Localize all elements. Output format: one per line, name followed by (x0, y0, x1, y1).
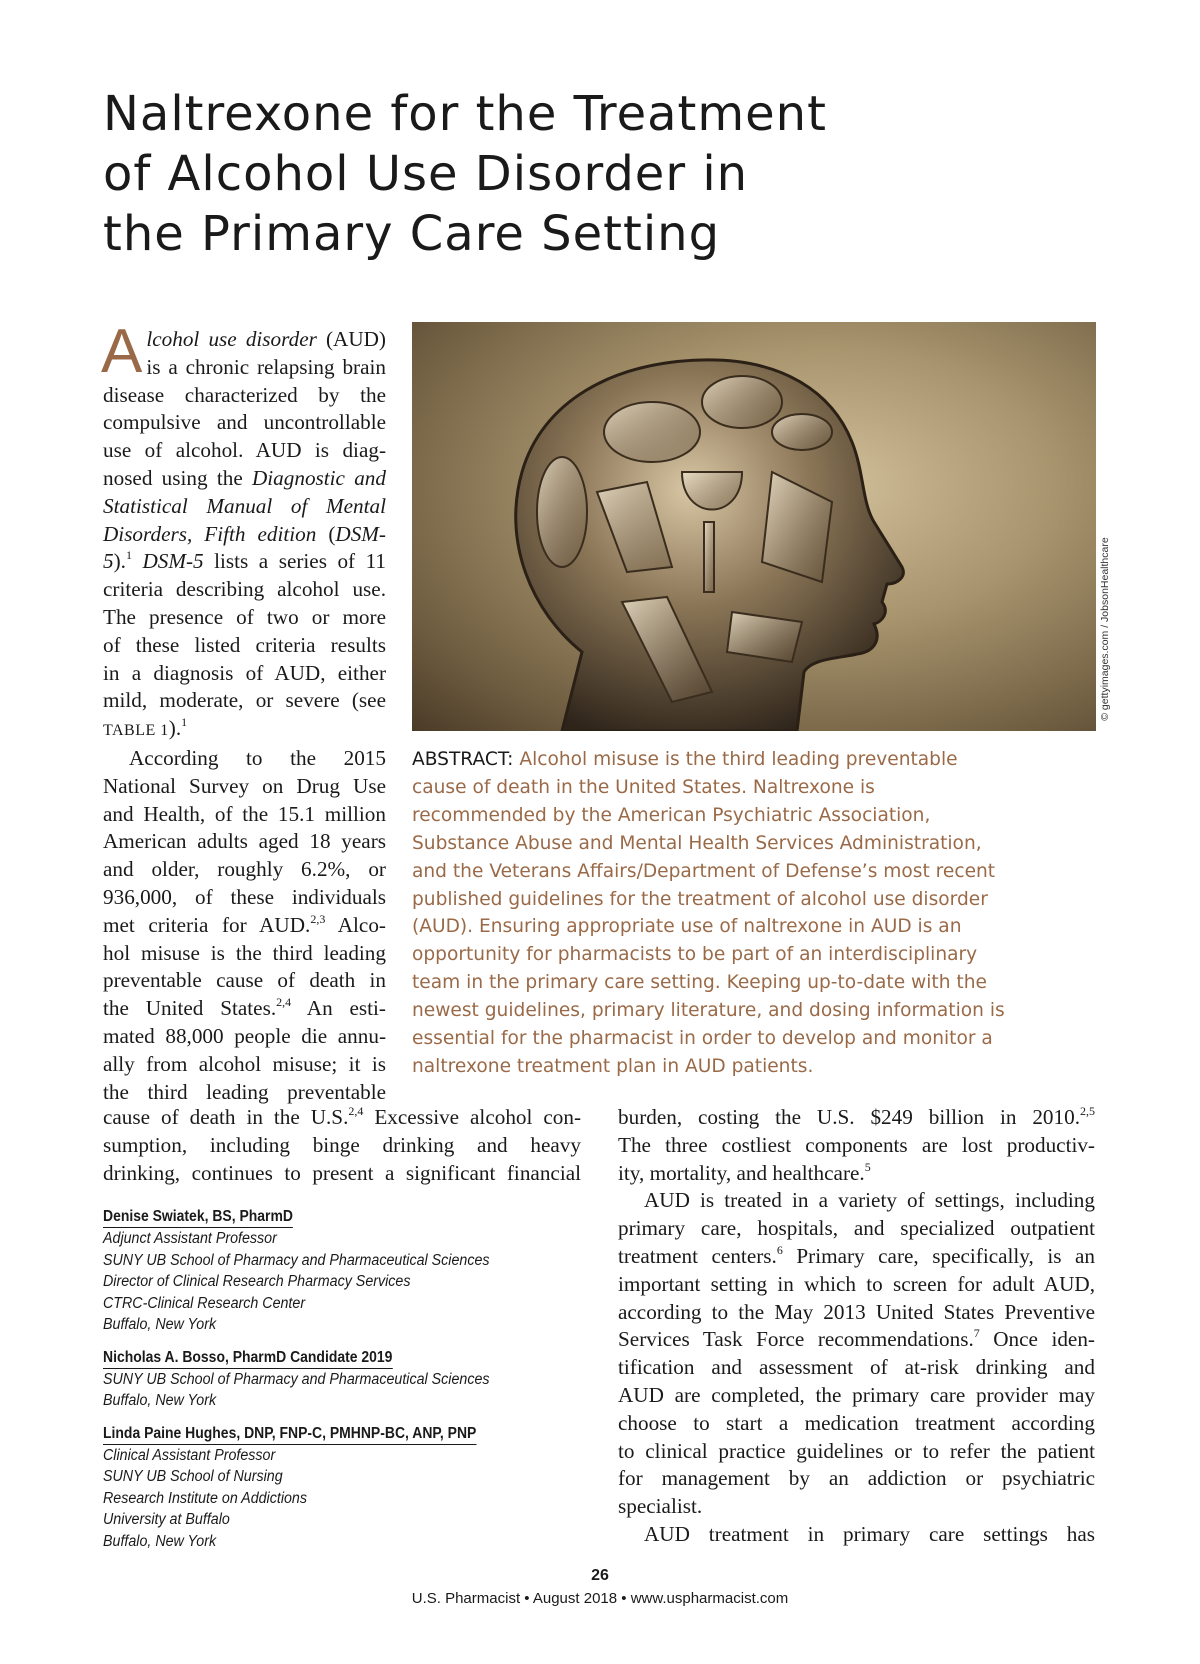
author-affiliation: Buffalo, New York (103, 1532, 217, 1550)
body-line: mild, moderate, or severe (see (103, 688, 386, 713)
body-line: cause of death in the U.S.$^{2,4}$ Excessive alcohol con- (103, 1104, 581, 1129)
body-line: the third leading preventable (103, 1079, 386, 1104)
title-line-1: Naltrexone for the Treatment (103, 86, 827, 142)
body-line: in a diagnosis of AUD, either (103, 660, 386, 685)
body-line: is a chronic relapsing brain (146, 354, 386, 379)
author-affiliation: SUNY UB School of Pharmacy and Pharmaceutical Sciences (103, 1251, 490, 1269)
body-line: to clinical practice guidelines or to refer the patient (618, 1438, 1095, 1463)
drop-cap: A (101, 317, 143, 386)
body-line: tification and assessment of at-risk drinking and (618, 1355, 1095, 1380)
body-line: criteria describing alcohol use. (103, 577, 386, 602)
abstract-line: ABSTRACT: Alcohol misuse is the third leading preventable (412, 749, 958, 770)
body-line: American adults aged 18 years (103, 829, 386, 854)
author-affiliation: SUNY UB School of Nursing (103, 1468, 283, 1485)
author-entry (103, 1348, 583, 1412)
abstract-line: published guidelines for the treatment of alcohol use disorder (412, 888, 988, 910)
author-name: Nicholas A. Bosso, PharmD Candidate 2019 (103, 1348, 392, 1369)
body-line: disease characterized by the (103, 382, 386, 407)
body-line: mated 88,000 people die annu- (103, 1023, 386, 1048)
photo-credit: © gettyimages.com / JobsonHealthcare (1099, 537, 1111, 721)
author-entry (103, 1424, 583, 1553)
title-line-2: of Alcohol Use Disorder in (103, 146, 749, 202)
intro-paragraph-1 (101, 317, 386, 745)
body-line: According to the 2015 (129, 745, 386, 770)
body-line: Statistical Manual of Mental (103, 493, 386, 518)
author-affiliation: Buffalo, New York (103, 1316, 217, 1333)
page-number: 26 (591, 1567, 609, 1584)
body-line: lcohol use disorder (AUD) (146, 327, 386, 351)
right-column (618, 1104, 1095, 1549)
body-line: choose to start a medication treatment according (618, 1410, 1095, 1435)
abstract-line: cause of death in the United States. Naltrexone is (412, 776, 875, 798)
body-line: Disorders, Fifth edition (DSM- (103, 521, 386, 546)
author-block (103, 1207, 583, 1564)
body-line: The presence of two or more (103, 604, 386, 629)
body-line: 5).$^1$ DSM-5 lists a series of 11 (103, 548, 386, 574)
body-line: AUD is treated in a variety of settings, including (644, 1188, 1095, 1213)
body-line: compulsive and uncontrollable (103, 410, 386, 435)
abstract-line: team in the primary care setting. Keeping up-to-date with the (412, 972, 987, 994)
body-line: and Health, of the 15.1 million (103, 801, 386, 826)
body-line: ity, mortality, and healthcare.$^5$ (618, 1159, 871, 1185)
abstract-label: ABSTRACT: (412, 749, 514, 770)
abstract-line: newest guidelines, primary literature, and dosing information is (412, 1000, 1005, 1022)
author-name: Linda Paine Hughes, DNP, FNP-C, PMHNP-BC, ANP, PNP (103, 1424, 476, 1445)
author-affiliation: University at Buffalo (103, 1511, 230, 1528)
body-line: drinking, continues to present a significant financial (103, 1160, 581, 1185)
abstract-line: naltrexone treatment plan in AUD patients. (412, 1055, 814, 1077)
body-line: important setting in which to screen for adult AUD, (618, 1271, 1095, 1296)
author-affiliation: Buffalo, New York (103, 1392, 217, 1409)
body-line: The three costliest components are lost productiv- (618, 1132, 1095, 1157)
body-line: 936,000, of these individuals (103, 884, 386, 909)
body-line: of these listed criteria results (103, 632, 386, 657)
body-line: use of alcohol. AUD is diag- (103, 438, 386, 463)
author-name: Denise Swiatek, BS, PharmD (103, 1207, 293, 1228)
body-line: National Survey on Drug Use (103, 773, 386, 798)
author-affiliation: CTRC-Clinical Research Center (103, 1294, 306, 1312)
abstract (412, 746, 1102, 1081)
body-line: according to the May 2013 United States Preventive (618, 1299, 1095, 1324)
abstract-line: essential for the pharmacist in order to develop and monitor a (412, 1028, 993, 1050)
author-entry (103, 1207, 583, 1336)
abstract-line: and the Veterans Affairs/Department of Defense’s most recent (412, 860, 996, 882)
body-line: Services Task Force recommendations.$^7$ Once iden- (618, 1326, 1095, 1352)
abstract-line: recommended by the American Psychiatric Association, (412, 804, 931, 826)
author-affiliation: Clinical Assistant Professor (103, 1446, 276, 1464)
head-silhouette-illustration (412, 322, 1096, 731)
body-line: specialist. (618, 1494, 703, 1519)
abstract-line: Substance Abuse and Mental Health Services Administration, (412, 832, 982, 854)
body-line: sumption, including binge drinking and heavy (103, 1132, 581, 1157)
author-affiliation: Research Institute on Addictions (103, 1489, 307, 1507)
body-line: preventable cause of death in (103, 968, 386, 993)
body-line: TABLE 1).$^1$ (103, 715, 188, 741)
body-line: for management by an addiction or psychiatric (618, 1466, 1095, 1491)
body-line: nosed using the Diagnostic and (103, 465, 386, 490)
body-line: hol misuse is the third leading (103, 940, 386, 965)
author-affiliation: SUNY UB School of Pharmacy and Pharmaceutical Sciences (103, 1370, 490, 1388)
intro-column (101, 317, 386, 1106)
head-of-glasses-image (412, 322, 1096, 731)
abstract-line: (AUD). Ensuring appropriate use of naltrexone in AUD is an (412, 916, 962, 938)
footer-line: U.S. Pharmacist • August 2018 • www.uspharmacist.com (411, 1590, 789, 1607)
abstract-line: opportunity for pharmacists to be part of an interdisciplinary (412, 944, 978, 966)
body-line: the United States.$^{2,4}$ An esti- (103, 995, 386, 1021)
left-column-continued (103, 1104, 581, 1187)
author-affiliation: Adjunct Assistant Professor (103, 1230, 277, 1247)
author-affiliation: Director of Clinical Research Pharmacy Services (103, 1273, 411, 1290)
article-title (103, 84, 1003, 264)
body-line: treatment centers.$^6$ Primary care, specifically, is an (618, 1242, 1095, 1268)
intro-paragraph-2 (103, 745, 386, 1106)
body-line: burden, costing the U.S. $249 billion in 2010.$^{2,5}$ (618, 1104, 1095, 1129)
body-line: primary care, hospitals, and specialized outpatient (618, 1216, 1095, 1241)
body-line: AUD treatment in primary care settings has (644, 1521, 1095, 1546)
body-line: met criteria for AUD.$^{2,3}$ Alco- (103, 911, 386, 937)
body-line: AUD are completed, the primary care provider may (618, 1382, 1095, 1407)
body-line: ally from alcohol misuse; it is (103, 1051, 386, 1076)
title-line-3: the Primary Care Setting (103, 206, 721, 262)
body-line: and older, roughly 6.2%, or (103, 857, 386, 882)
